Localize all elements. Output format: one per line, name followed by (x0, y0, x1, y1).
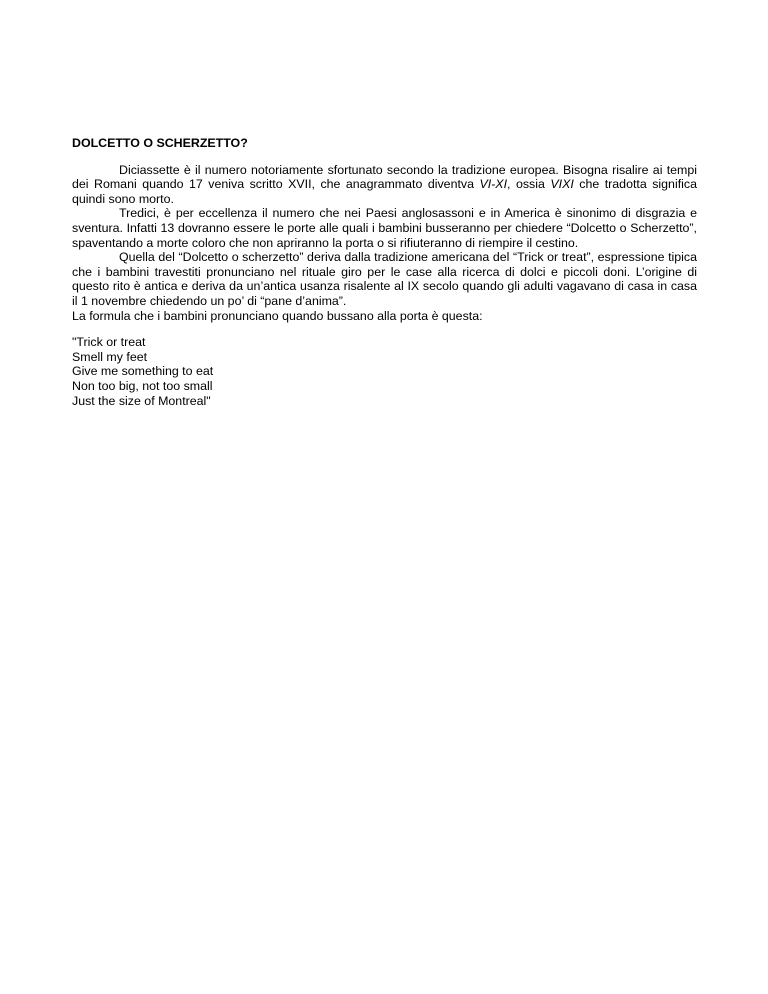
italic-term: VIXI (550, 177, 574, 192)
paragraph-text: che tradotta significa quindi sono morto. (72, 177, 697, 206)
paragraph-text: , ossia (507, 177, 551, 192)
document-page (72, 136, 697, 408)
paragraph-trick-or-treat (72, 250, 697, 308)
rhyme-line: Just the size of Montreal" (72, 393, 211, 408)
paragraph-text: Tredici, è per eccellenza il numero che nei Paesi anglosassoni e in America è sinonimo di disgrazia e sventura. Infatti 13 dovranno essere le porte alle quali i bambini busseranno per chiedere “Dolcetto o Scherzetto”, spaventando a morte coloro che non apriranno la porta o si rifiuteranno di riempire il cestino. (72, 206, 697, 250)
rhyme-line: "Trick or treat (72, 335, 146, 350)
italic-term: VI-XI (479, 177, 508, 192)
rhyme-line: Smell my feet (72, 349, 148, 364)
paragraph-text: Quella del “Dolcetto o scherzetto” deriva dalla tradizione americana del “Trick or treat”, espressione tipica che i bambini travestiti pronunciano nel rituale giro per le case alla ricerca di dolci e piccoli doni. L’origine di questo rito è antica e deriva da un’antica usanza risalente al IX secolo quando gli adulti vagavano di casa in casa il 1 novembre chiedendo un po’ di “pane d’anima”. (72, 250, 697, 308)
rhyme-block (72, 335, 697, 408)
document-title: DOLCETTO O SCHERZETTO? (72, 136, 248, 150)
rhyme-line: Non too big, not too small (72, 378, 213, 393)
paragraph-diciassette (72, 163, 697, 207)
paragraph-tredici (72, 206, 697, 250)
paragraph-text: Diciassette è il numero notoriamente sfortunato secondo la tradizione europea. Bisogna risalire ai tempi dei Romani quando 17 veniva scritto XVII, che anagrammato diventva (72, 162, 697, 192)
closing-line: La formula che i bambini pronunciano quando bussano alla porta è questa: (72, 308, 483, 323)
rhyme-line: Give me something to eat (72, 364, 214, 379)
